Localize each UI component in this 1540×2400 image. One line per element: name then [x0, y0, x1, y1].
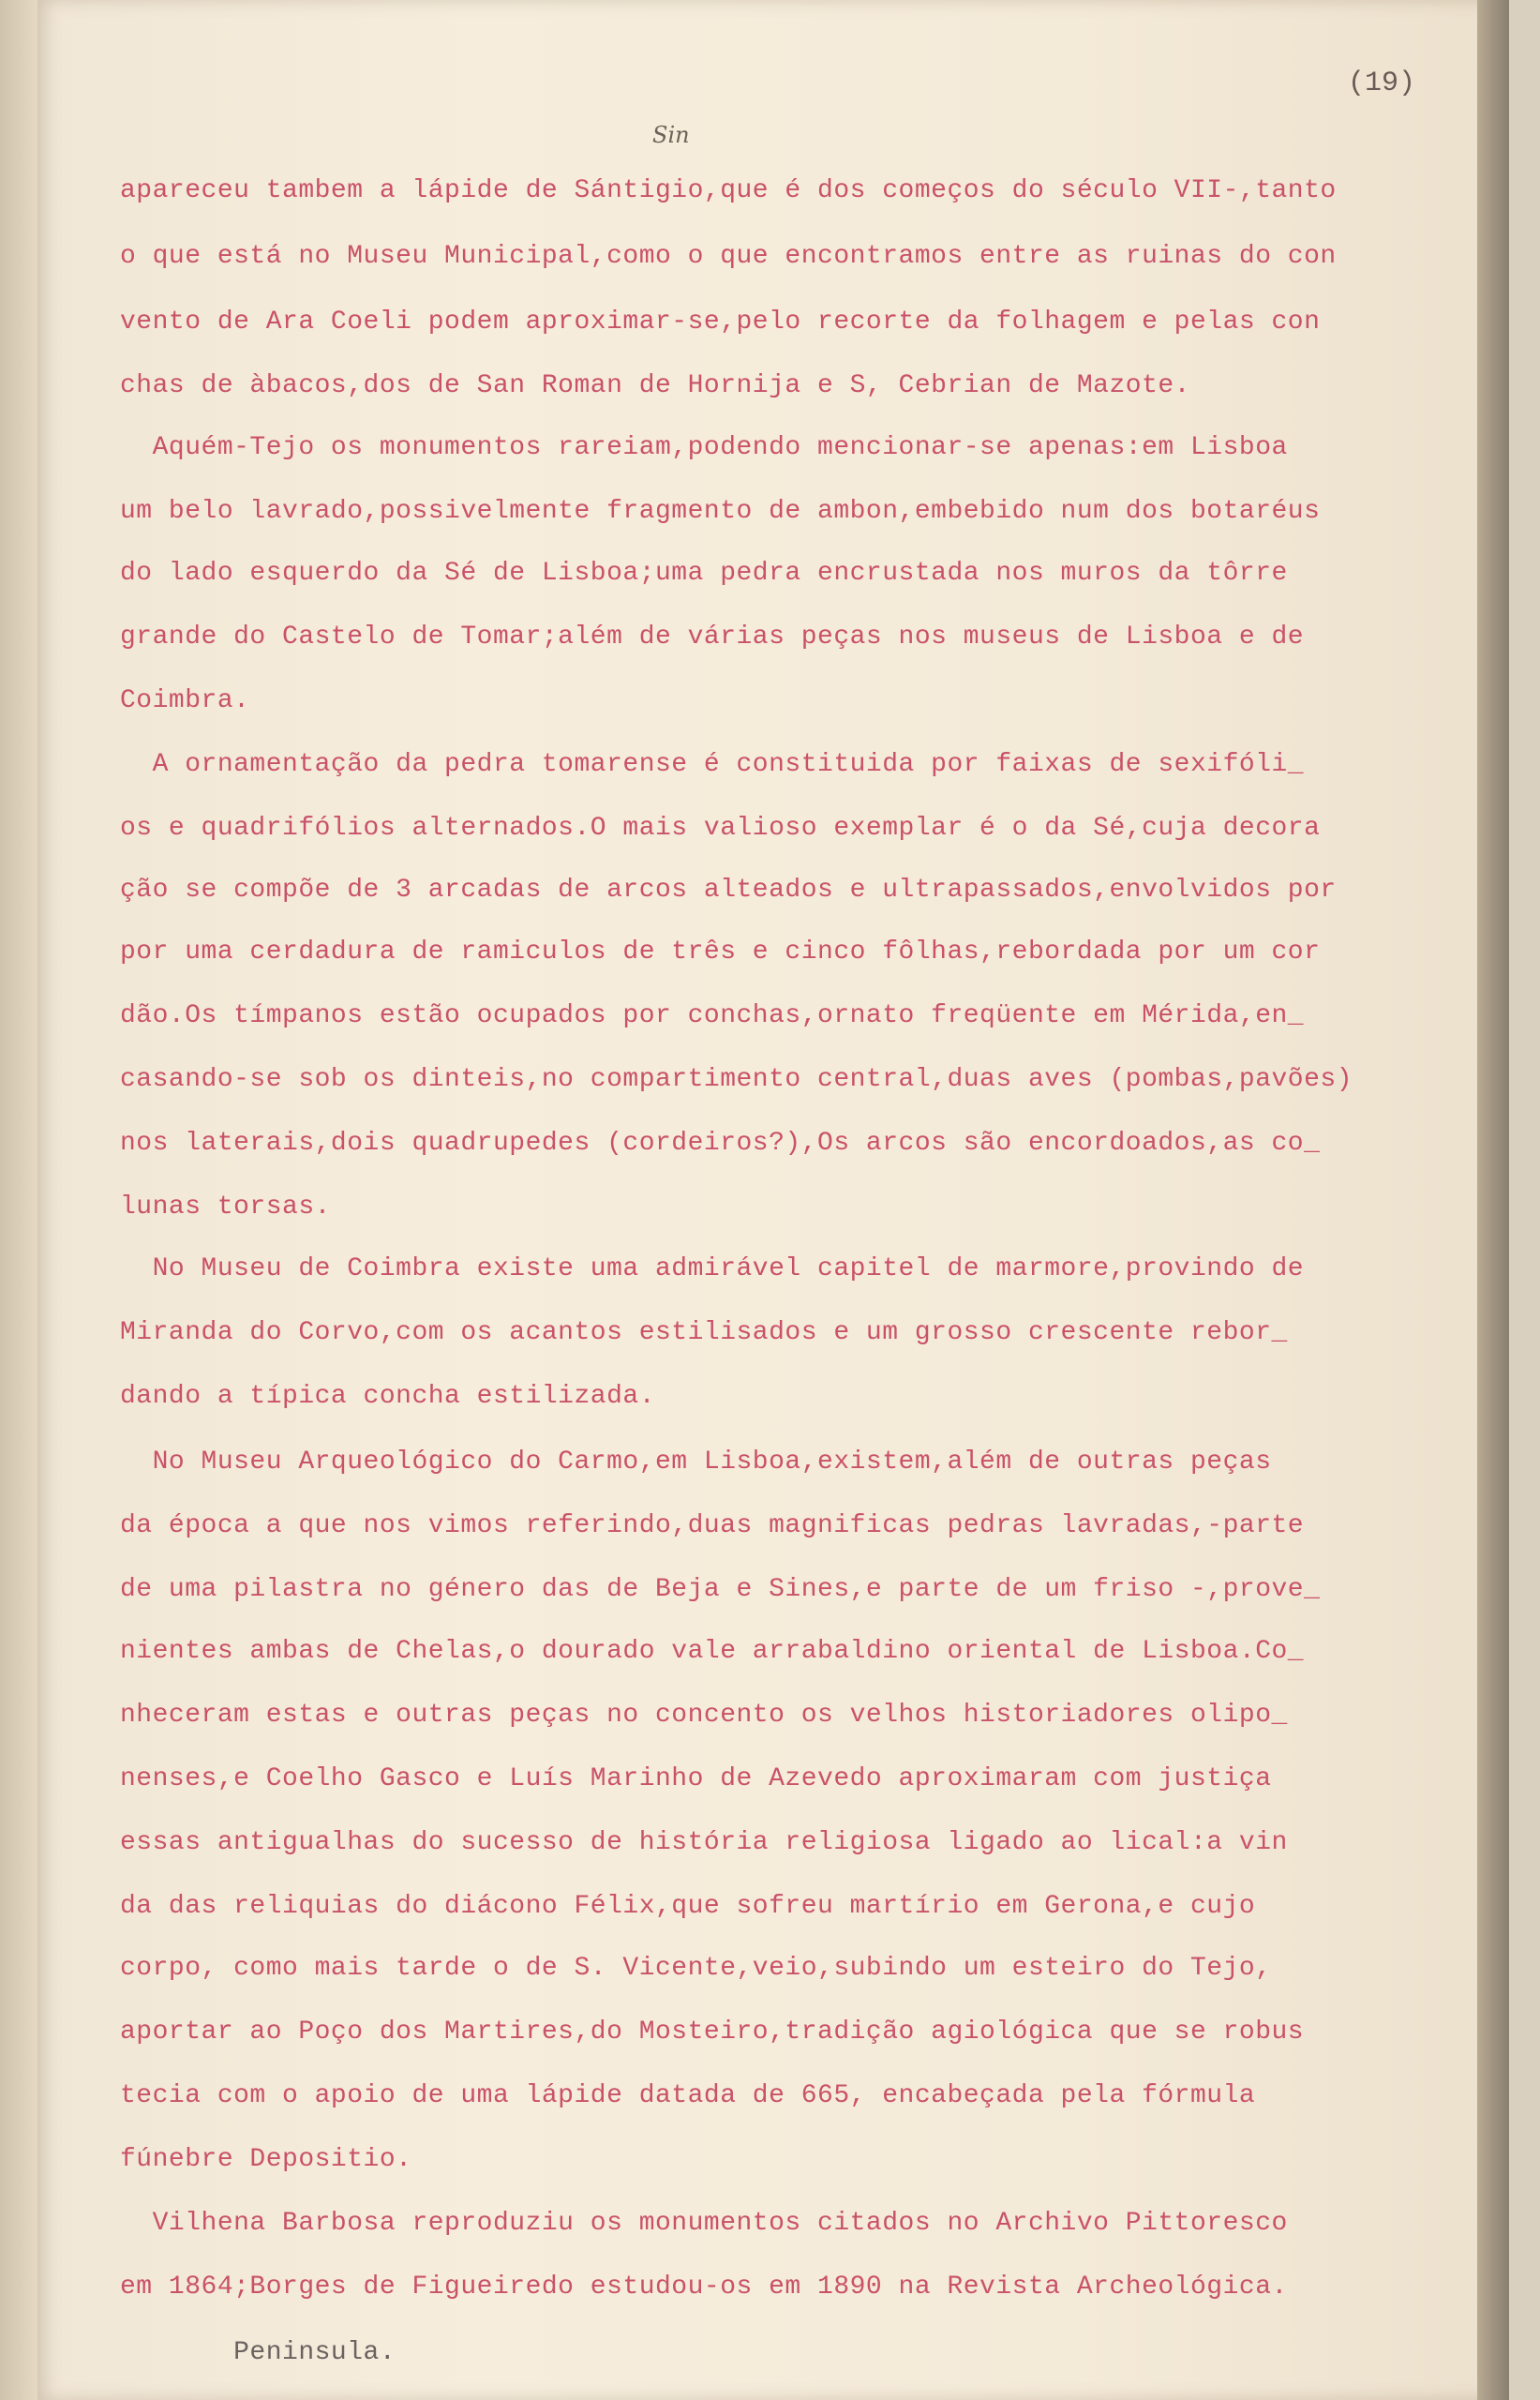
text-line: Peninsula.: [120, 2338, 396, 2367]
text-line: em 1864;Borges de Figueiredo estudou-os em 1890 na Revista Archeológica.: [120, 2272, 1288, 2302]
text-line: A ornamentação da pedra tomarense é constituida por faixas de sexifóli_: [120, 750, 1305, 779]
text-line: tecia com o apoio de uma lápide datada de 665, encabeçada pela fórmula: [120, 2081, 1256, 2110]
text-line: de uma pilastra no género das de Beja e Sines,e parte de um friso -,prove_: [120, 1575, 1321, 1604]
text-line: casando-se sob os dinteis,no compartimento central,duas aves (pombas,pavões): [120, 1065, 1353, 1094]
text-line: dando a típica concha estilizada.: [120, 1382, 655, 1411]
text-line: corpo, como mais tarde o de S. Vicente,veio,subindo um esteiro do Tejo,: [120, 1954, 1272, 1983]
text-line: Miranda do Corvo,com os acantos estilisados e um grosso crescente rebor_: [120, 1318, 1288, 1347]
text-line: nheceram estas e outras peças no concento os velhos historiadores olipo_: [120, 1701, 1288, 1730]
text-line: chas de àbacos,dos de San Roman de Hornija e S, Cebrian de Mazote.: [120, 371, 1190, 400]
page-number: (19): [1348, 68, 1416, 99]
text-line: os e quadrifólios alternados.O mais valioso exemplar é o da Sé,cuja decora: [120, 814, 1321, 843]
text-line: Vilhena Barbosa reproduziu os monumentos citados no Archivo Pittoresco: [120, 2209, 1288, 2238]
page-left-edge: [0, 0, 37, 2400]
text-line: vento de Ara Coeli podem aproximar-se,pelo recorte da folhagem e pelas con: [120, 308, 1321, 337]
text-line: fúnebre Depositio.: [120, 2145, 412, 2174]
text-line: o que está no Museu Municipal,como o que encontramos entre as ruinas do con: [120, 242, 1337, 271]
text-line: um belo lavrado,possivelmente fragmento de ambon,embebido num dos botaréus: [120, 497, 1321, 526]
text-line: grande do Castelo de Tomar;além de várias peças nos museus de Lisboa e de: [120, 622, 1305, 652]
text-line: lunas torsas.: [120, 1192, 331, 1222]
text-line: do lado esquerdo da Sé de Lisboa;uma pedra encrustada nos muros da tôrre: [120, 559, 1288, 588]
text-line: nos laterais,dois quadrupedes (cordeiros?),Os arcos são encordoados,as co_: [120, 1129, 1321, 1158]
text-line: essas antigualhas do sucesso de história religiosa ligado ao lical:a vin: [120, 1828, 1288, 1857]
text-line: Coimbra.: [120, 686, 250, 715]
text-line: Aquém-Tejo os monumentos rareiam,podendo mencionar-se apenas:em Lisboa: [120, 433, 1288, 462]
text-line: No Museu de Coimbra existe uma admirável capitel de marmore,provindo de: [120, 1254, 1305, 1283]
text-line: dão.Os tímpanos estão ocupados por conchas,ornato freqüente em Mérida,en_: [120, 1001, 1305, 1030]
text-line: No Museu Arqueológico do Carmo,em Lisboa,existem,além de outras peças: [120, 1448, 1272, 1477]
text-line: por uma cerdadura de ramiculos de três e cinco fôlhas,rebordada por um cor: [120, 938, 1321, 967]
text-line: ção se compõe de 3 arcadas de arcos alteados e ultrapassados,envolvidos por: [120, 876, 1337, 905]
text-line: nenses,e Coelho Gasco e Luís Marinho de Azevedo aproximaram com justiça: [120, 1764, 1272, 1793]
text-line: da das reliquias do diácono Félix,que sofreu martírio em Gerona,e cujo: [120, 1892, 1256, 1921]
text-line: aportar ao Poço dos Martires,do Mosteiro,tradição agiológica que se robus: [120, 2018, 1305, 2047]
text-line: da época a que nos vimos referindo,duas magnificas pedras lavradas,-parte: [120, 1511, 1305, 1540]
page-right-edge: [1477, 0, 1509, 2400]
text-line: apareceu tambem a lápide de Sántigio,que é dos começos do século VII-,tanto: [120, 176, 1337, 205]
handwritten-annotation: Sin: [652, 122, 690, 148]
text-line: nientes ambas de Chelas,o dourado vale arrabaldino oriental de Lisboa.Co_: [120, 1637, 1305, 1666]
